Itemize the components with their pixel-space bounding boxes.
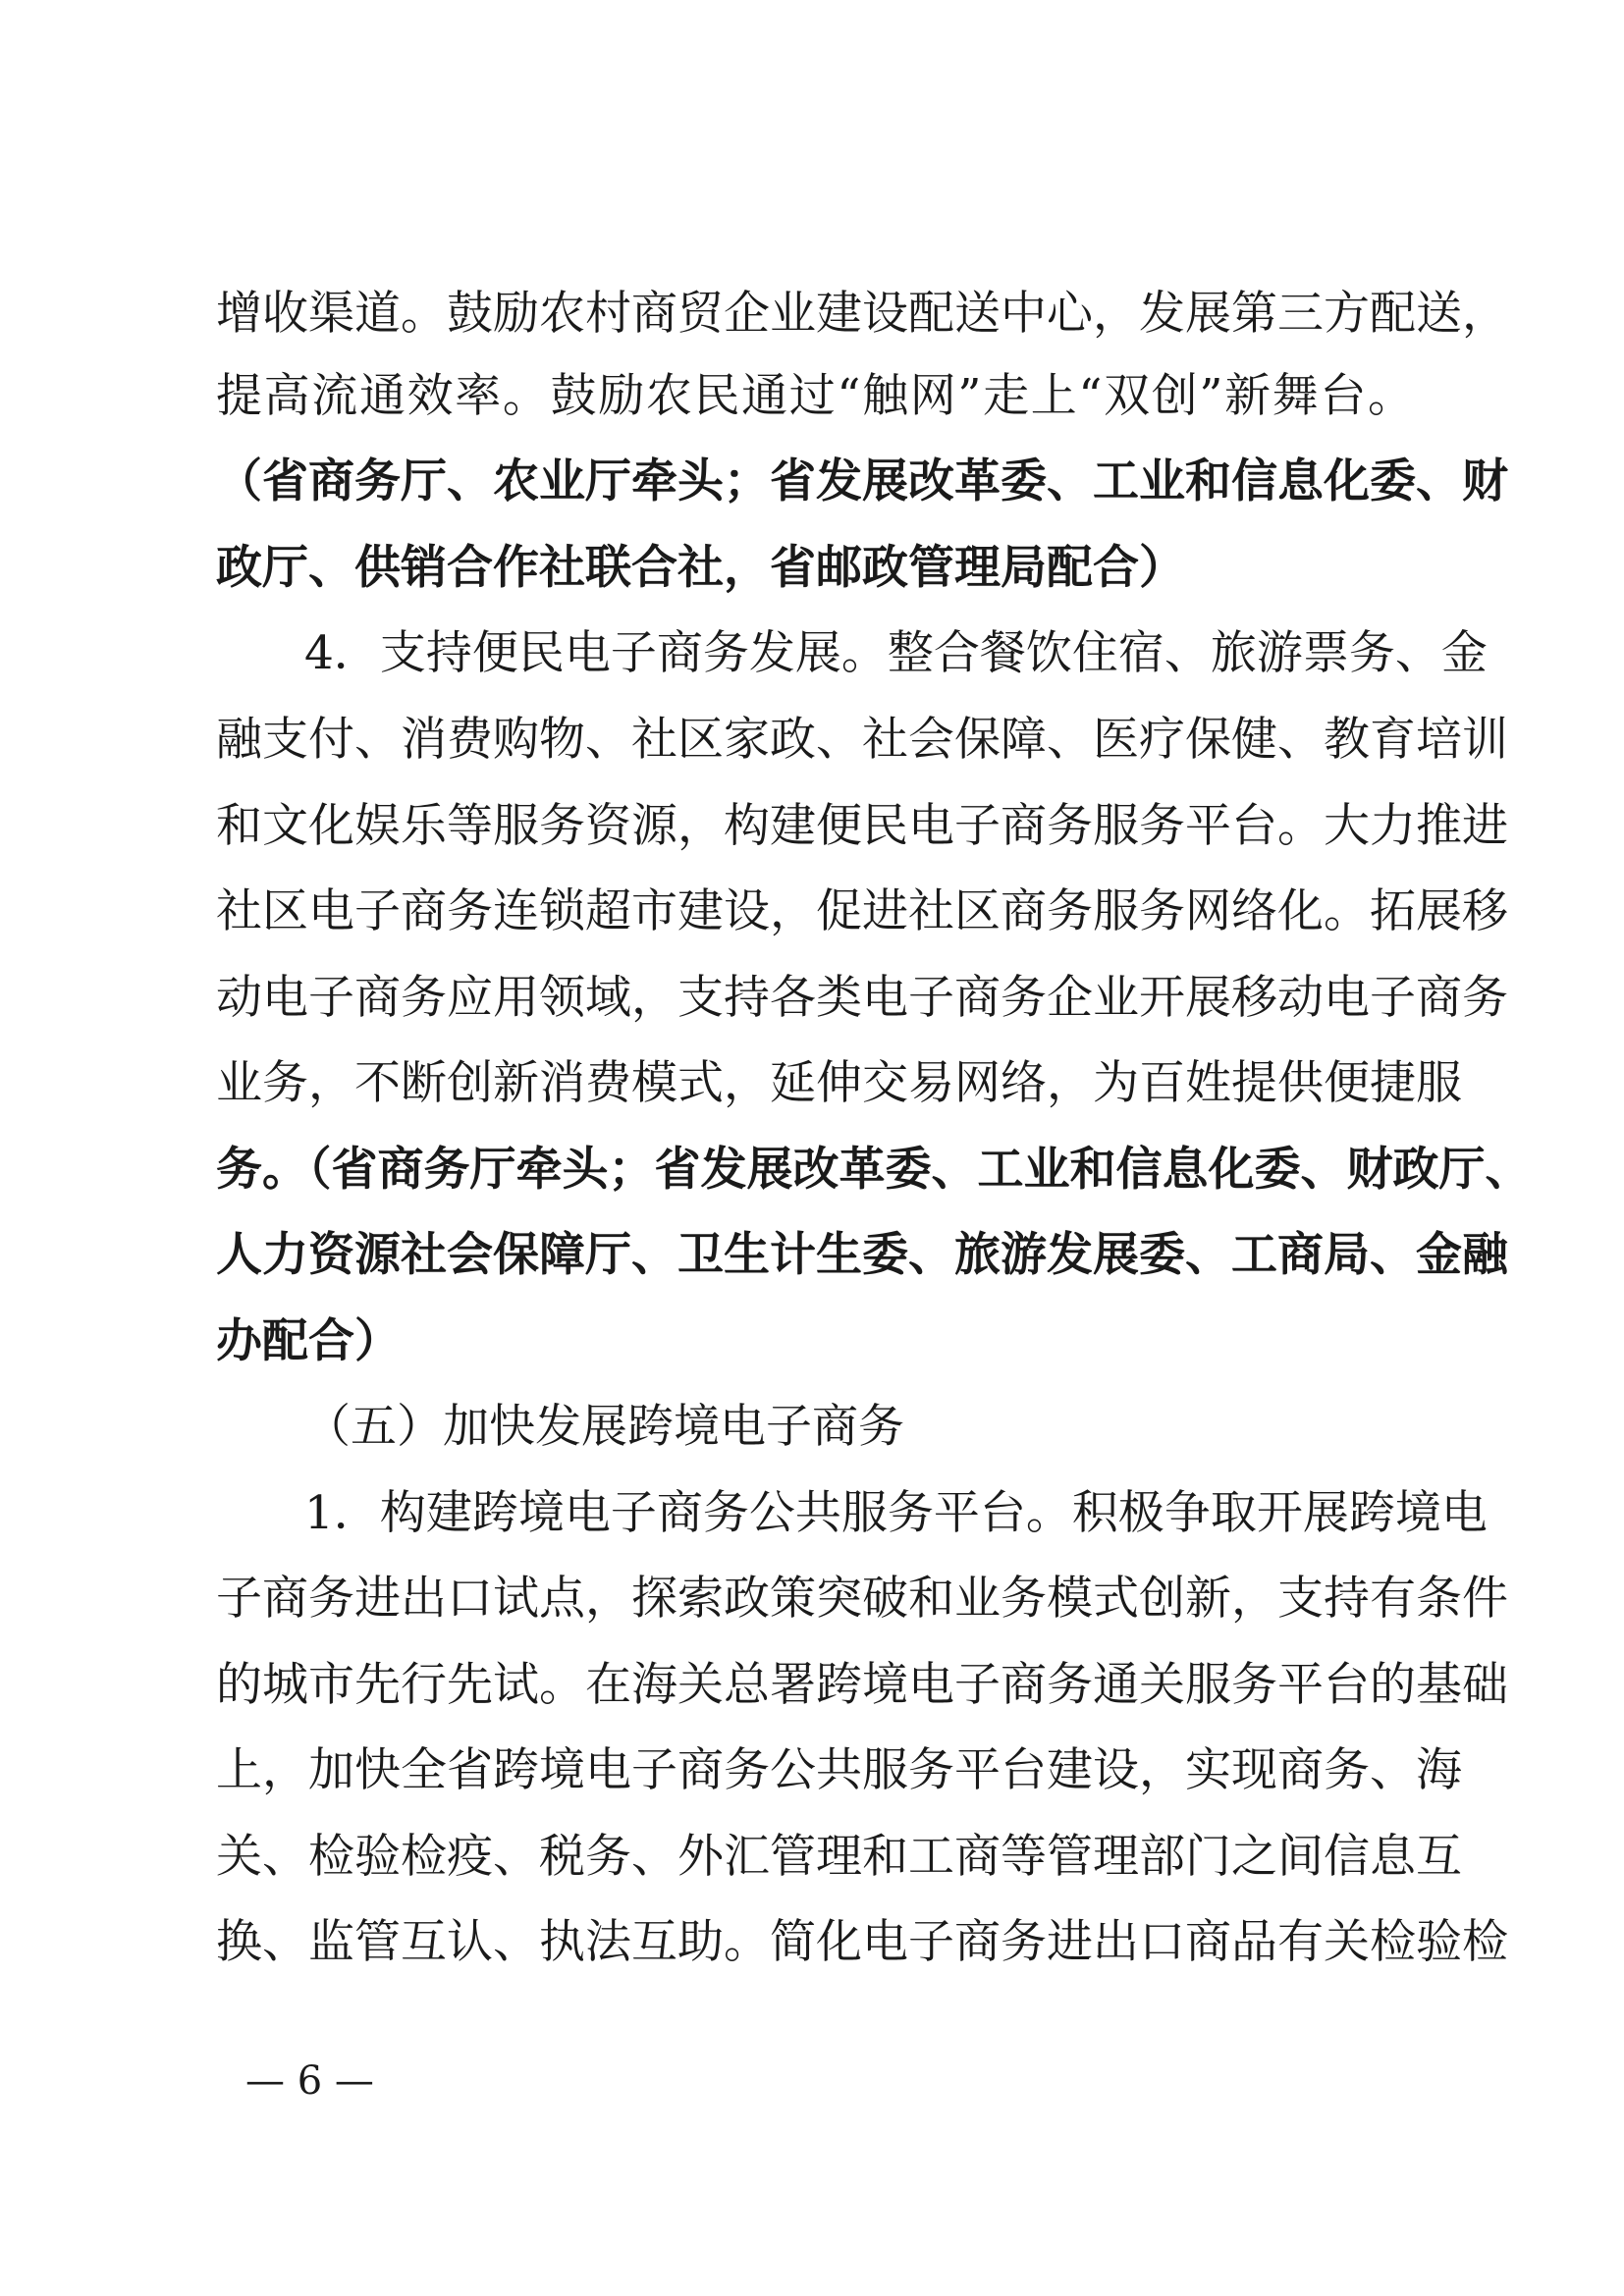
section-heading: （五）加快发展跨境电子商务 [304,1400,904,1454]
text-line: 社区电子商务连锁超市建设，促进社区商务服务网络化。拓展移 [216,884,1508,938]
text-line: 增收渠道。鼓励农村商贸企业建设配送中心，发展第三方配送， [216,287,1508,341]
text-line: 子商务进出口试点，探索政策突破和业务模式创新，支持有条件 [216,1572,1508,1626]
paragraph-start: 4．支持便民电子商务发展。整合餐饮住宿、旅游票务、金 [304,626,1488,680]
text-line: 换、监管互认、执法互助。简化电子商务进出口商品有关检验检 [216,1915,1508,1969]
text-line: 务。（省商务厅牵头；省发展改革委、工业和信息化委、财政厅、 [216,1143,1532,1197]
text-line: 动电子商务应用领域，支持各类电子商务企业开展移动电子商务 [216,971,1508,1025]
text-line: 人力资源社会保障厅、卫生计生委、旅游发展委、工商局、金融 [216,1228,1508,1282]
text-line: 融支付、消费购物、社区家政、社会保障、医疗保健、教育培训 [216,713,1508,767]
text-line: 办配合） [216,1314,401,1368]
text-line: 政厅、供销合作社联合社，省邮政管理局配合） [216,541,1185,595]
page-number: — 6 — [245,2058,374,2104]
text-line: （省商务厅、农业厅牵头；省发展改革委、工业和信息化委、财 [216,454,1508,508]
text-line: 的城市先行先试。在海关总署跨境电子商务通关服务平台的基础 [216,1658,1508,1712]
text-line: 关、检验检疫、税务、外汇管理和工商等管理部门之间信息互 [216,1830,1462,1884]
text-line: 业务，不断创新消费模式，延伸交易网络，为百姓提供便捷服 [216,1056,1462,1110]
text-line: 和文化娱乐等服务资源，构建便民电子商务服务平台。大力推进 [216,799,1508,853]
paragraph-start: 1．构建跨境电子商务公共服务平台。积极争取开展跨境电 [304,1486,1488,1540]
text-line: 提高流通效率。鼓励农民通过“触网”走上“双创”新舞台。 [216,369,1414,423]
text-line: 上，加快全省跨境电子商务公共服务平台建设，实现商务、海 [216,1743,1462,1797]
